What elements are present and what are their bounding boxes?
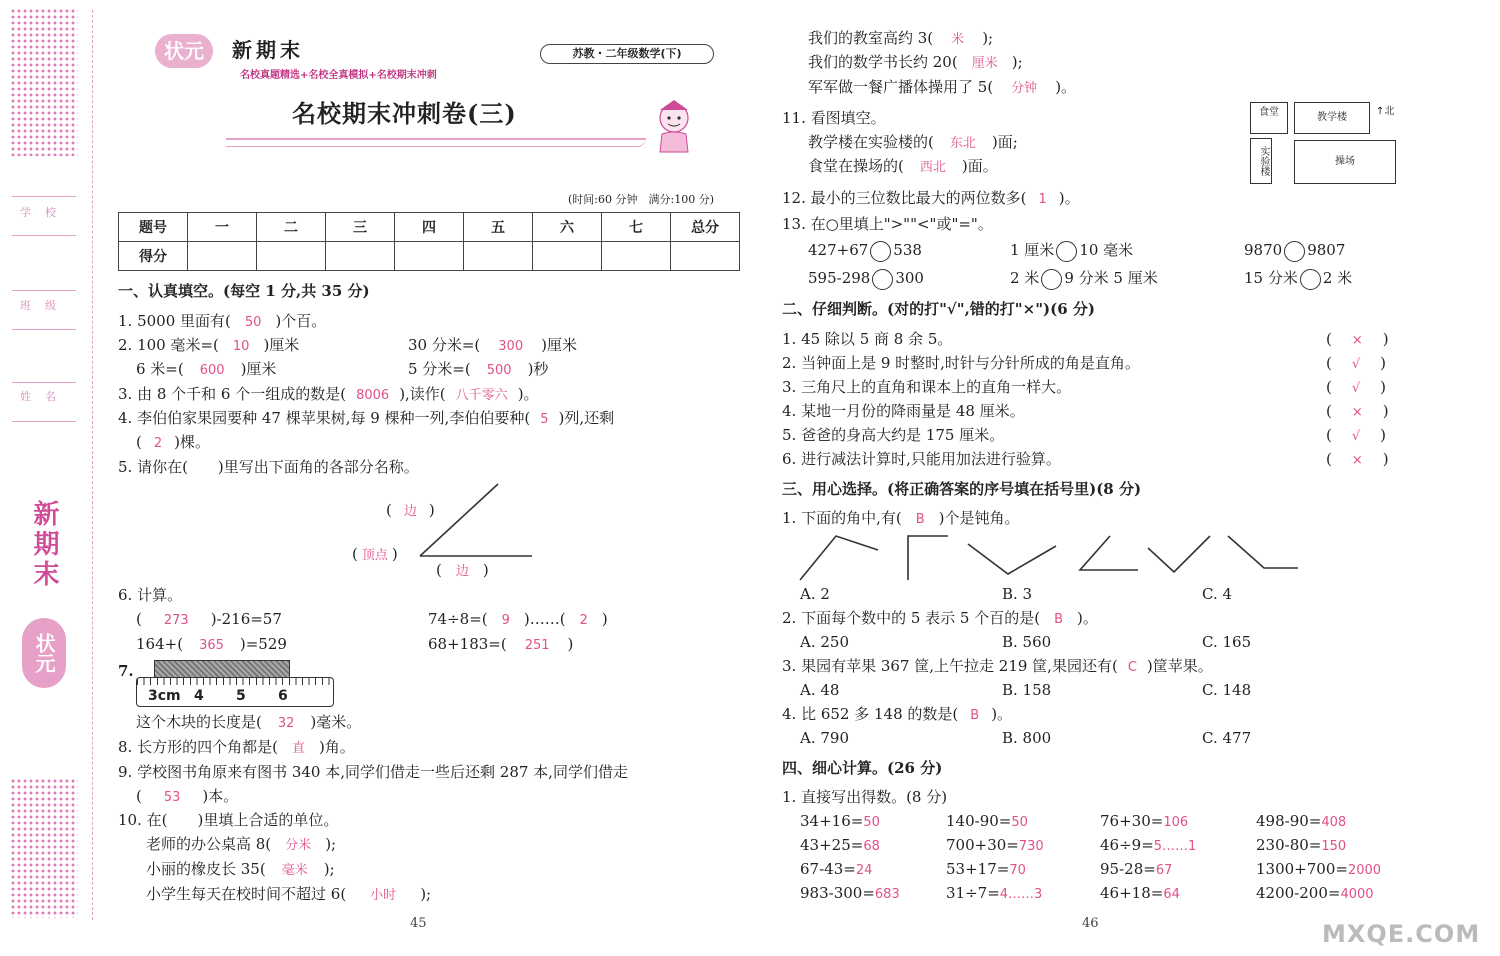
answer[interactable]: 251 [524, 638, 550, 653]
answer[interactable]: 106 [1163, 815, 1189, 830]
grade-badge: 苏教・二年级数学(下) [540, 44, 714, 64]
answer[interactable]: 67 [1155, 863, 1173, 878]
score-cell: 总分 [671, 213, 740, 242]
judge-answer[interactable]: ( √ ) [1326, 426, 1387, 444]
score-cell: 四 [395, 213, 464, 242]
q-text: )角。 [318, 738, 355, 756]
q-text: ) [482, 561, 489, 579]
answer[interactable]: 150 [1321, 839, 1347, 854]
option[interactable]: B. 800 [1002, 729, 1052, 747]
q-text: )。 [1058, 189, 1080, 207]
option[interactable]: B. 3 [1002, 585, 1033, 603]
question-11b [808, 156, 998, 178]
q-text: 74÷8=( [428, 610, 488, 628]
q-text: )-216=57 [210, 610, 282, 628]
compare-circle-input[interactable] [1041, 269, 1062, 290]
question-13: 13. 在○里填上">""<"或"="。 [782, 215, 993, 233]
watermark: MXQE.COM [1322, 920, 1481, 948]
q-text: 538 [893, 241, 922, 259]
q-text: 46÷9= [1100, 836, 1154, 854]
option[interactable]: C. 165 [1202, 633, 1252, 651]
score-row-label: 得分 [119, 242, 188, 271]
judge-item: 3. 三角尺上的直角和课本上的直角一样大。 [782, 378, 1072, 396]
score-input-cell[interactable] [326, 242, 395, 271]
compare-circle-input[interactable] [1300, 269, 1321, 290]
answer[interactable]: 毫米 [281, 863, 308, 878]
judge-answer[interactable]: ( √ ) [1326, 378, 1387, 396]
section-1-heading: 一、认真填空。(每空 1 分,共 35 分) [118, 282, 370, 300]
ruler-label: 6 [278, 688, 288, 704]
q-text: )厘米 [263, 336, 300, 354]
q-text: 8. 长方形的四个角都是( [118, 738, 278, 756]
calc-item [946, 883, 1042, 905]
compare-item [1010, 240, 1133, 262]
q-text: ) [601, 610, 608, 628]
q-text: 1300+700= [1256, 860, 1348, 878]
q-text: ( [436, 561, 442, 579]
q-text: 46+18= [1100, 884, 1164, 902]
answer[interactable]: 8006 [356, 388, 390, 403]
binding-line [92, 10, 93, 920]
answer[interactable]: 683 [874, 887, 900, 902]
school-label: 学校 [20, 206, 70, 219]
ruler-icon [136, 677, 334, 707]
calc-item [1256, 811, 1346, 833]
q-text: 53+17= [946, 860, 1010, 878]
question-10a [146, 834, 336, 856]
q-text: ( [352, 545, 358, 563]
q-text: )本。 [202, 787, 239, 805]
q-text: 这个木块的长度是( [136, 713, 262, 731]
calc-item [800, 811, 880, 833]
q-text: 595-298 [808, 269, 871, 287]
answer[interactable]: 24 [855, 863, 873, 878]
page-number-right: 46 [1082, 916, 1099, 931]
answer[interactable]: 273 [163, 613, 189, 628]
choice-3 [782, 656, 1213, 678]
q-text: 9870 [1244, 241, 1283, 259]
answer[interactable]: B [915, 512, 925, 527]
answer[interactable]: 9 [501, 613, 510, 628]
judge-item: 2. 当钟面上是 9 时整时,时针与分针所成的角是直角。 [782, 354, 1140, 372]
option[interactable]: A. 790 [800, 729, 849, 747]
option[interactable]: C. 148 [1202, 681, 1252, 699]
question-10f [808, 77, 1076, 99]
calc-6b [428, 609, 608, 631]
option[interactable]: B. 158 [1002, 681, 1052, 699]
compare-item [808, 240, 922, 262]
answer[interactable]: 10 [232, 339, 250, 354]
score-cell: 题号 [119, 213, 188, 242]
question-11a [808, 132, 1018, 154]
answer[interactable]: 5……1 [1153, 839, 1197, 854]
brand-logo: 状元 [155, 34, 213, 68]
compare-circle-input[interactable] [1284, 241, 1305, 262]
q-text: ( [136, 787, 142, 805]
calc-item [1100, 835, 1196, 857]
answer[interactable]: 边 [455, 564, 469, 579]
q-text: )。 [1077, 609, 1098, 627]
answer[interactable]: B [970, 708, 980, 723]
calc-item [800, 835, 880, 857]
angles-figure [798, 530, 1302, 584]
q-text: ); [325, 835, 337, 853]
q-text: )秒 [527, 360, 549, 378]
calc-item [1256, 859, 1381, 881]
answer[interactable]: 2 [153, 436, 163, 451]
q-text: 76+30= [1100, 812, 1164, 830]
q-text: 9807 [1307, 241, 1346, 259]
question-2a [118, 335, 299, 357]
q-text: 2 米 [1010, 269, 1040, 287]
judge-item: 4. 某地一月份的降雨量是 48 厘米。 [782, 402, 1025, 420]
judge-answer[interactable]: ( × ) [1326, 402, 1389, 420]
calc-title: 1. 直接写出得数。(8 分) [782, 788, 948, 806]
q-text: 34+16= [800, 812, 864, 830]
answer[interactable]: 32 [277, 716, 295, 731]
dot-panel-bottom [10, 778, 78, 918]
q-text: )棵。 [174, 433, 210, 451]
q-text: ),读作( [399, 385, 446, 403]
q-text: 1. 5000 里面有( [118, 312, 231, 330]
answer[interactable]: C [1127, 660, 1137, 675]
answer[interactable]: 2000 [1347, 863, 1382, 878]
option[interactable]: A. 48 [800, 681, 840, 699]
q-text: 230-80= [1256, 836, 1322, 854]
option[interactable]: C. 4 [1202, 585, 1233, 603]
calc-6d [428, 634, 573, 656]
judge-item: 1. 45 除以 5 商 8 余 5。 [782, 330, 953, 348]
judge-answer[interactable]: ( √ ) [1326, 354, 1387, 372]
answer[interactable]: 八千零六 [455, 388, 508, 403]
answer[interactable]: 边 [403, 504, 417, 519]
q-text: 2. 下面每个数中的 5 表示 5 个百的是( [782, 609, 1041, 627]
q-text: 67-43= [800, 860, 856, 878]
answer[interactable]: 4000 [1340, 887, 1374, 902]
score-cell: 六 [533, 213, 602, 242]
option[interactable]: B. 560 [1002, 633, 1052, 651]
q-text: ( [386, 501, 392, 519]
choice-2 [782, 608, 1098, 630]
time-note: (时间:60 分钟 满分:100 分) [568, 193, 714, 206]
score-cell: 五 [464, 213, 533, 242]
calc-item [1100, 883, 1180, 905]
answer: × [1351, 405, 1363, 420]
answer[interactable]: 东北 [949, 136, 976, 151]
score-cell: 七 [602, 213, 671, 242]
q-text: )面。 [961, 157, 998, 175]
question-5: 5. 请你在( )里写出下面角的各部分名称。 [118, 458, 419, 476]
question-7: 7. [118, 662, 134, 680]
map-canteen: 食堂 [1250, 102, 1288, 134]
q-text: 2 米 [1322, 269, 1353, 287]
calc-item [1256, 883, 1374, 905]
page-title: 名校期末冲刺卷(三) [292, 99, 517, 128]
question-11: 11. 看图填空。 [782, 109, 886, 127]
q-text: 军军做一餐广播体操用了 5( [808, 78, 994, 96]
q-text: ) [428, 501, 435, 519]
section-3-heading: 三、用心选择。(将正确答案的序号填在括号里)(8 分) [782, 480, 1142, 498]
q-text: 1 厘米 [1010, 241, 1055, 259]
q-text: 15 分米 [1244, 269, 1298, 287]
q-text: 我们的数学书长约 20( [808, 53, 958, 71]
question-2b [408, 335, 577, 357]
question-9b [136, 786, 238, 808]
compare-circle-input[interactable] [872, 269, 893, 290]
answer[interactable]: 50 [244, 315, 262, 330]
question-9a: 9. 学校图书角原来有图书 340 本,同学们借走一些后还剩 287 本,同学们借走 [118, 763, 628, 781]
answer[interactable]: 1 [1038, 192, 1047, 207]
answer[interactable]: 2 [579, 613, 588, 628]
answer[interactable]: 直 [291, 741, 305, 756]
q-text: )。 [991, 705, 1013, 723]
option[interactable]: C. 477 [1202, 729, 1252, 747]
map-lab-building: 实验楼 [1250, 138, 1272, 184]
mascot-icon [648, 96, 700, 156]
judge-item: 5. 爸爸的身高大约是 175 厘米。 [782, 426, 1005, 444]
q-text: ) [567, 635, 574, 653]
ruler-label: 3cm [148, 688, 181, 704]
answer[interactable]: 顶点 [361, 548, 388, 563]
q-text: ); [982, 29, 994, 47]
answer[interactable]: 4……3 [999, 887, 1043, 902]
answer[interactable]: 米 [951, 32, 965, 47]
answer: × [1351, 333, 1363, 348]
q-text: )毫米。 [310, 713, 362, 731]
answer[interactable]: 厘米 [971, 56, 998, 71]
section-4-heading: 四、细心计算。(26 分) [782, 759, 943, 777]
q-text: 5 分米=( [408, 360, 471, 378]
q-text: 小丽的橡皮长 35( [146, 860, 266, 878]
tagline: 名校真题精选+名校全真模拟+名校期末冲刺 [240, 70, 437, 81]
question-2d [408, 359, 548, 381]
calc-item [800, 859, 872, 881]
answer[interactable]: 53 [163, 790, 181, 805]
q-text: 4200-200= [1256, 884, 1341, 902]
score-input-cell[interactable] [188, 242, 257, 271]
calc-item [946, 835, 1044, 857]
q-text: )个百。 [275, 312, 327, 330]
q-text: 4. 李伯伯家果园要种 47 棵苹果树,每 9 棵种一列,李伯伯要种( [118, 409, 531, 427]
answer[interactable]: 300 [498, 339, 524, 354]
compare-item [808, 268, 924, 290]
option[interactable]: A. 2 [800, 585, 830, 603]
angle-side-top-label [386, 500, 435, 522]
compare-circle-input[interactable] [1056, 241, 1077, 262]
answer[interactable]: 小时 [370, 888, 397, 903]
score-input-cell[interactable] [533, 242, 602, 271]
question-2c [136, 359, 276, 381]
answer[interactable]: 分米 [285, 838, 312, 853]
class-label: 班级 [20, 299, 70, 312]
question-7b [136, 712, 361, 734]
choice-1 [782, 508, 1019, 530]
north-arrow-icon: ↑北 [1376, 106, 1395, 117]
answer[interactable]: 600 [199, 363, 225, 378]
calc-item [946, 811, 1028, 833]
answer: √ [1351, 429, 1361, 444]
score-table [118, 212, 740, 271]
wood-block [154, 660, 290, 678]
score-input-cell[interactable] [395, 242, 464, 271]
judge-answer[interactable]: ( × ) [1326, 450, 1389, 468]
compare-item [1244, 268, 1352, 290]
q-text: 3. 果园有苹果 367 筐,上午拉走 219 筐,果园还有( [782, 657, 1118, 675]
option[interactable]: A. 250 [800, 633, 849, 651]
q-text: 498-90= [1256, 812, 1322, 830]
question-10c [146, 884, 431, 906]
question-8 [118, 737, 355, 759]
name-label: 姓名 [20, 390, 70, 403]
answer: √ [1351, 381, 1361, 396]
angle-side-bottom-label [436, 560, 489, 582]
answer[interactable]: 500 [486, 363, 512, 378]
calc-6a [136, 609, 282, 631]
answer: √ [1351, 357, 1361, 372]
ruler-label: 4 [194, 688, 204, 704]
score-input-cell[interactable] [602, 242, 671, 271]
q-text: 4. 比 652 多 148 的数是( [782, 705, 959, 723]
question-6: 6. 计算。 [118, 586, 183, 604]
q-text: 食堂在操场的( [808, 157, 904, 175]
answer[interactable]: B [1054, 612, 1064, 627]
score-cell: 二 [257, 213, 326, 242]
q-text: 6 米=( [136, 360, 184, 378]
answer[interactable]: 50 [863, 815, 880, 830]
sidebar-series: 新期末 [29, 500, 59, 590]
sidebar-brand-logo: 状元 [22, 618, 66, 688]
q-text: 43+25= [800, 836, 864, 854]
title-underline [226, 138, 646, 147]
judge-item: 6. 进行减法计算时,只能用加法进行验算。 [782, 450, 1061, 468]
calc-item [1100, 811, 1188, 833]
question-10e [808, 52, 1023, 74]
answer[interactable]: 365 [199, 638, 224, 653]
question-1 [118, 311, 326, 333]
calc-item [800, 883, 900, 905]
q-text: 700+30= [946, 836, 1019, 854]
answer[interactable]: 68 [863, 839, 880, 854]
score-input-cell[interactable] [464, 242, 533, 271]
q-text: )个是钝角。 [938, 509, 1020, 527]
answer: × [1351, 453, 1363, 468]
calc-item [1100, 859, 1172, 881]
q-text: )厘米 [240, 360, 277, 378]
q-text: 68+183=( [428, 635, 507, 653]
q-text: 983-300= [800, 884, 875, 902]
q-text: )面; [991, 133, 1018, 151]
question-12 [782, 188, 1080, 210]
q-text: 10 毫米 [1079, 241, 1134, 259]
compare-circle-input[interactable] [870, 241, 891, 262]
q-text: )=529 [239, 635, 287, 653]
q-text: )列,还剩 [558, 409, 615, 427]
judge-answer[interactable]: ( × ) [1326, 330, 1389, 348]
question-4b [136, 432, 210, 454]
section-2-heading: 二、仔细判断。(对的打"√",错的打"×")(6 分) [782, 300, 1095, 318]
answer[interactable]: 分钟 [1011, 81, 1038, 96]
map-playground: 操场 [1294, 140, 1396, 184]
q-text: ( [136, 433, 142, 451]
calc-item [1256, 835, 1346, 857]
q-text: ); [1011, 53, 1023, 71]
question-3 [118, 384, 539, 406]
answer[interactable]: 西北 [919, 160, 946, 175]
score-input-cell[interactable] [671, 242, 740, 271]
answer[interactable]: 70 [1009, 863, 1026, 878]
score-table-score-row [119, 242, 740, 271]
series-title: 新期末 [232, 38, 304, 62]
question-10b [146, 859, 335, 881]
angle-vertex-label [352, 544, 398, 566]
q-text: ( [136, 610, 142, 628]
q-text: 140-90= [946, 812, 1012, 830]
page-number-left: 45 [410, 916, 427, 931]
q-text: )……( [523, 610, 566, 628]
q-text: 1. 下面的角中,有( [782, 509, 902, 527]
score-input-cell[interactable] [257, 242, 326, 271]
q-text: )筐苹果。 [1146, 657, 1213, 675]
choice-4 [782, 704, 1012, 726]
q-text: 小学生每天在校时间不超过 6( [146, 885, 347, 903]
q-text: ); [323, 860, 335, 878]
compare-item [1244, 240, 1345, 262]
q-text: 12. 最小的三位数比最大的两位数多( [782, 189, 1027, 207]
q-text: 我们的教室高约 3( [808, 29, 934, 47]
q-text: 30 分米=( [408, 336, 481, 354]
score-cell: 三 [326, 213, 395, 242]
question-4a [118, 408, 614, 430]
north-label: 北 [1384, 106, 1395, 117]
map-teaching-building: 教学楼 [1294, 102, 1370, 134]
answer[interactable]: 50 [1011, 815, 1028, 830]
q-text: ) [391, 545, 398, 563]
ruler-label: 5 [236, 688, 246, 704]
q-text: 2. 100 毫米=( [118, 336, 219, 354]
calc-6c [136, 634, 287, 656]
q-text: 427+67 [808, 241, 869, 259]
answer[interactable]: 730 [1018, 839, 1044, 854]
dot-panel-top [10, 8, 78, 156]
q-text: 3. 由 8 个千和 6 个一组成的数是( [118, 385, 347, 403]
score-table-header-row [119, 213, 740, 242]
calc-item [946, 859, 1026, 881]
q-text: 31÷7= [946, 884, 1000, 902]
q-text: 95-28= [1100, 860, 1156, 878]
compare-item [1010, 268, 1158, 290]
q-text: 300 [895, 269, 924, 287]
answer[interactable]: 5 [540, 412, 549, 427]
q-text: )厘米 [541, 336, 577, 354]
q-text: )。 [1055, 78, 1077, 96]
q-text: )。 [517, 385, 539, 403]
q-text: 9 分米 5 厘米 [1064, 269, 1158, 287]
score-cell: 一 [188, 213, 257, 242]
answer[interactable]: 408 [1321, 815, 1347, 830]
q-text: ); [420, 885, 432, 903]
question-10: 10. 在( )里填上合适的单位。 [118, 811, 339, 829]
q-text: 老师的办公桌高 8( [146, 835, 272, 853]
q-text: 164+( [136, 635, 184, 653]
q-text: 教学楼在实验楼的( [808, 133, 934, 151]
question-10d [808, 28, 993, 50]
answer[interactable]: 64 [1163, 887, 1180, 902]
